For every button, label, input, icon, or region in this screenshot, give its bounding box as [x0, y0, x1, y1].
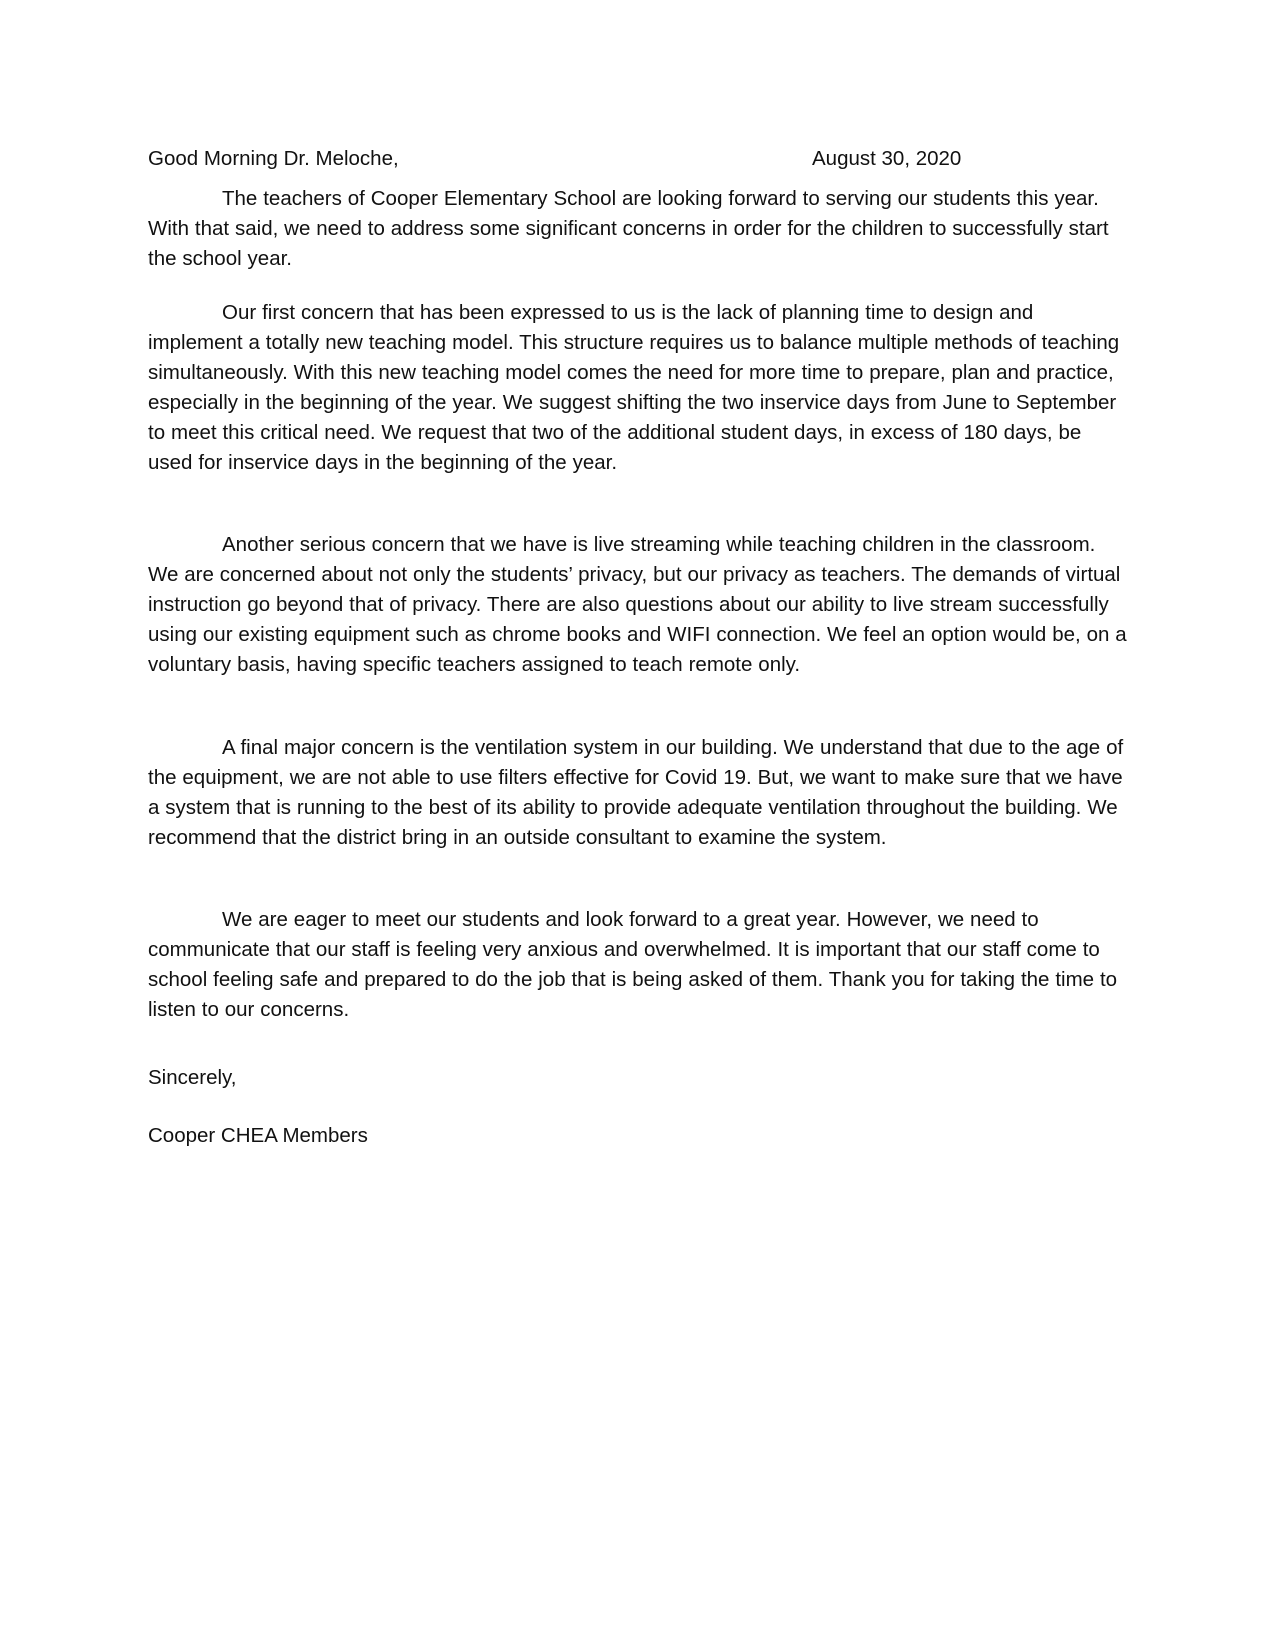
letter-header	[148, 147, 1123, 177]
paragraph-streaming-concern: Another serious concern that we have is live streaming while teaching children in the classroom. We are concerned about not only the students’ privacy, but our privacy as teachers. The demands of virtual instruction go beyond that of privacy. There are also questions about our ability to live stream successfully using our existing equipment such as chrome books and WIFI connection. We feel an option would be, on a voluntary basis, having specific teachers assigned to teach remote only.	[148, 533, 1127, 676]
paragraph-planning-concern: Our first concern that has been expressed to us is the lack of planning time to design and implement a totally new teaching model. This structure requires us to balance multiple methods of teaching simultaneously. With this new teaching model comes the need for more time to prepare, plan and practice, especially in the beginning of the year. We suggest shifting the two inservice days from June to September to meet this critical need. We request that two of the additional student days, in excess of 180 days, be used for inservice days in the beginning of the year.	[148, 301, 1120, 474]
paragraph-conclusion: We are eager to meet our students and look forward to a great year. However, we need to communicate that our staff is feeling very anxious and overwhelmed. It is important that our staff come to school feeling safe and prepared to do the job that is being asked of them. Thank you for taking the time to listen to our concerns.	[148, 908, 1118, 1021]
paragraph-ventilation-concern: A final major concern is the ventilation system in our building. We understand that due to the age of the equipment, we are not able to use filters effective for Covid 19. But, we want to make sure that we have a system that is running to the best of its ability to provide adequate ventilation throughout the building. We recommend that the district bring in an outside consultant to examine the system.	[148, 736, 1124, 849]
letter-date: August 30, 2020	[812, 147, 962, 170]
salutation: Good Morning Dr. Meloche,	[148, 147, 399, 170]
signature: Cooper CHEA Members	[148, 1124, 368, 1147]
closing: Sincerely,	[148, 1066, 237, 1089]
paragraph-intro: The teachers of Cooper Elementary School are looking forward to serving our students this year. With that said, we need to address some significant concerns in order for the children to successfully start the school year.	[148, 187, 1109, 270]
